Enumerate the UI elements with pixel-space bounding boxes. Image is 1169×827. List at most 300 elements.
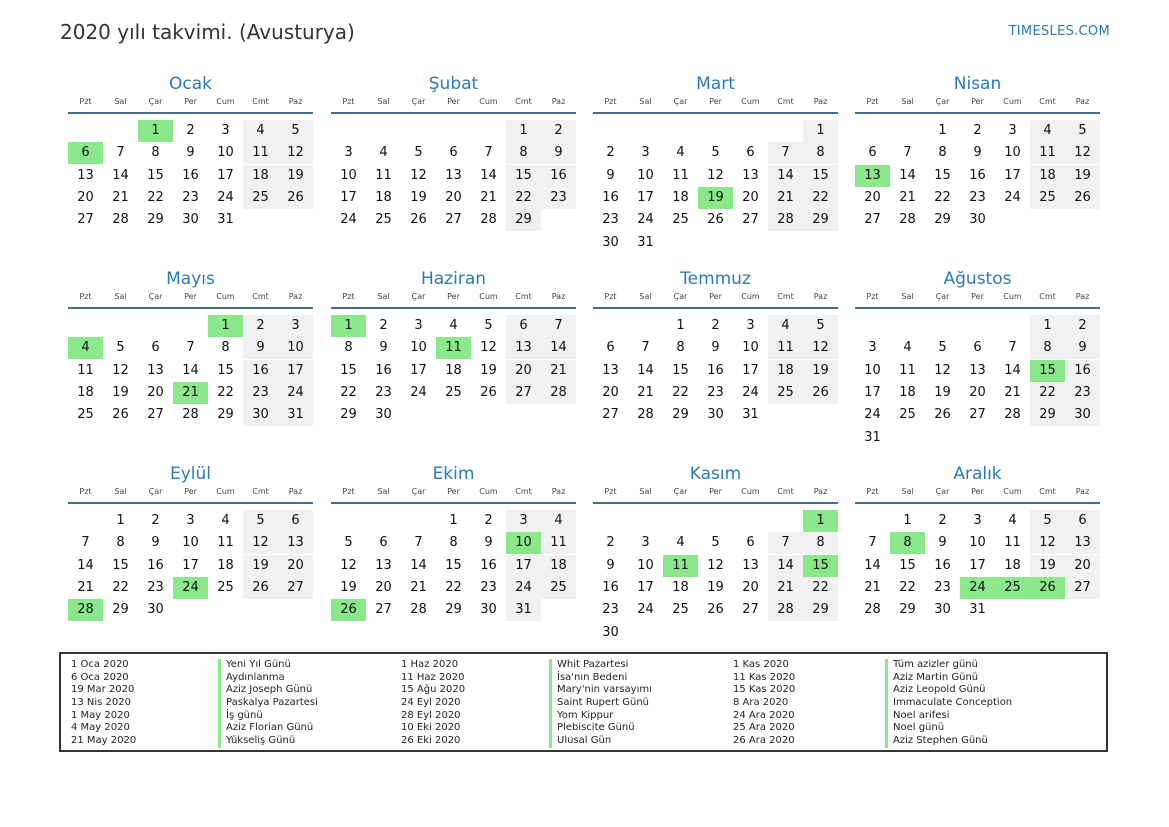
day-cell: 29 <box>672 407 689 423</box>
weekday-label: Çar <box>148 487 163 496</box>
day-cell: 8 <box>116 535 125 551</box>
day-cell: 2 <box>938 513 947 528</box>
weekday-label: Sal <box>901 487 914 496</box>
weekday-label: Sal <box>639 292 652 301</box>
weekday-header <box>68 97 313 109</box>
holiday-name: Saint Rupert Günü <box>549 697 652 710</box>
day-cell: 11 <box>768 337 803 359</box>
day-cell: 24 <box>742 384 759 400</box>
weekday-label: Cmt <box>252 97 269 106</box>
weekday-label: Paz <box>1075 97 1090 106</box>
day-cell: 5 <box>711 145 720 161</box>
day-cell: 2 <box>541 120 576 142</box>
day-cell: 6 <box>606 340 615 356</box>
day-cell: 9 <box>1065 337 1100 359</box>
day-cell: 16 <box>147 557 164 573</box>
day-cell: 11 <box>77 362 94 378</box>
holiday-date: 13 Nis 2020 <box>71 697 131 709</box>
day-cell: 7 <box>641 340 650 356</box>
holiday-date: 15 Kas 2020 <box>733 684 796 696</box>
day-cell: 20 <box>864 189 881 205</box>
weekday-label: Paz <box>1075 487 1090 496</box>
day-cell: 19 <box>243 555 278 577</box>
day-cell: 17 <box>864 384 881 400</box>
day-cell: 10 <box>340 167 357 183</box>
day-cell: 16 <box>969 167 986 183</box>
day-cell: 9 <box>186 145 195 161</box>
weekday-label: Per <box>971 292 984 301</box>
day-cell: 2 <box>151 513 160 528</box>
holiday-day-cell: 10 <box>506 532 541 554</box>
weekday-label: Paz <box>288 487 303 496</box>
holiday-day-cell: 11 <box>663 555 698 577</box>
day-cell: 1 <box>676 318 685 333</box>
weekday-header <box>593 487 838 499</box>
weekday-label: Çar <box>935 292 950 301</box>
day-cell: 6 <box>151 340 160 356</box>
day-cell: 15 <box>934 167 951 183</box>
weekday-label: Sal <box>901 292 914 301</box>
day-cell: 19 <box>707 579 724 595</box>
day-cell: 3 <box>221 123 230 138</box>
day-cell: 25 <box>672 212 689 228</box>
day-cell: 14 <box>77 557 94 573</box>
day-cell: 16 <box>480 557 497 573</box>
day-cell: 8 <box>506 142 541 164</box>
header-divider <box>68 307 313 309</box>
day-cell: 27 <box>506 382 541 404</box>
day-cell: 1 <box>903 513 912 528</box>
day-cell: 11 <box>899 362 916 378</box>
day-cell: 4 <box>1030 120 1065 142</box>
day-cell: 26 <box>1065 187 1100 209</box>
day-cell: 31 <box>637 234 654 250</box>
day-cell: 6 <box>868 145 877 161</box>
day-cell: 3 <box>641 535 650 551</box>
weekday-label: Cmt <box>777 292 794 301</box>
day-cell: 27 <box>969 407 986 423</box>
holiday-date-column <box>71 659 136 748</box>
day-cell: 23 <box>602 212 619 228</box>
day-cell: 12 <box>410 167 427 183</box>
day-cell: 22 <box>803 577 838 599</box>
day-cell: 5 <box>344 535 353 551</box>
day-cell: 24 <box>637 602 654 618</box>
day-cell: 4 <box>541 510 576 532</box>
holiday-date: 15 Ağu 2020 <box>401 684 466 696</box>
weekday-header <box>855 97 1100 109</box>
holiday-day-cell: 1 <box>138 120 173 142</box>
weekday-label: Per <box>184 487 197 496</box>
day-cell: 25 <box>541 577 576 599</box>
weekday-label: Sal <box>377 97 390 106</box>
day-cell: 15 <box>112 557 129 573</box>
day-cell: 1 <box>938 123 947 138</box>
day-cell: 2 <box>484 513 493 528</box>
day-cell: 15 <box>445 557 462 573</box>
day-cell: 6 <box>1065 510 1100 532</box>
day-cell: 25 <box>217 579 234 595</box>
day-cell: 22 <box>934 189 951 205</box>
header-divider <box>855 502 1100 504</box>
day-cell: 6 <box>746 145 755 161</box>
day-cell: 31 <box>969 602 986 618</box>
day-cell: 23 <box>602 602 619 618</box>
weekday-header <box>855 292 1100 304</box>
day-cell: 18 <box>1030 165 1065 187</box>
month-name: Haziran <box>420 269 487 289</box>
day-cell: 8 <box>344 340 353 356</box>
day-cell: 7 <box>868 535 877 551</box>
holiday-name-column <box>885 659 1012 748</box>
day-cell: 21 <box>1004 384 1021 400</box>
holiday-date: 24 Ara 2020 <box>733 709 795 721</box>
month-name: Nisan <box>953 74 1002 94</box>
weekday-label: Pzt <box>79 487 92 496</box>
day-cell: 1 <box>1030 315 1065 337</box>
day-cell: 13 <box>602 362 619 378</box>
day-cell: 6 <box>379 535 388 551</box>
holiday-name: Noel arifesi <box>885 710 1012 723</box>
day-cell: 29 <box>803 209 838 231</box>
day-cell: 23 <box>707 384 724 400</box>
holiday-day-cell: 26 <box>331 599 366 621</box>
day-cell: 22 <box>672 384 689 400</box>
holiday-date: 28 Eyl 2020 <box>401 709 461 721</box>
day-cell: 29 <box>147 212 164 228</box>
weekday-header <box>855 487 1100 499</box>
weekday-label: Paz <box>813 97 828 106</box>
day-cell: 14 <box>637 362 654 378</box>
weekday-label: Pzt <box>604 487 617 496</box>
day-cell: 10 <box>864 362 881 378</box>
holiday-day-cell: 11 <box>436 337 471 359</box>
weekday-label: Paz <box>813 292 828 301</box>
day-cell: 26 <box>112 407 129 423</box>
holiday-date: 1 Haz 2020 <box>401 659 459 670</box>
day-cell: 8 <box>803 142 838 164</box>
weekday-label: Pzt <box>79 97 92 106</box>
day-cell: 15 <box>803 165 838 187</box>
weekday-label: Pzt <box>604 292 617 301</box>
day-cell: 11 <box>217 535 234 551</box>
day-cell: 19 <box>934 384 951 400</box>
day-cell: 23 <box>934 579 951 595</box>
day-cell: 27 <box>147 407 164 423</box>
weekday-label: Cmt <box>515 487 532 496</box>
holiday-day-cell: 15 <box>803 555 838 577</box>
header-divider <box>331 307 576 309</box>
holiday-name: Aziz Stephen Günü <box>885 735 1012 748</box>
weekday-label: Sal <box>377 487 390 496</box>
weekday-header <box>331 292 576 304</box>
holiday-day-cell: 1 <box>803 510 838 532</box>
weekday-label: Sal <box>114 487 127 496</box>
day-cell: 17 <box>637 579 654 595</box>
day-cell: 23 <box>182 189 199 205</box>
day-cell: 9 <box>973 145 982 161</box>
weekday-label: Cmt <box>777 97 794 106</box>
day-cell: 8 <box>1030 337 1065 359</box>
day-cell: 29 <box>899 602 916 618</box>
day-cell: 17 <box>742 362 759 378</box>
weekday-label: Sal <box>114 292 127 301</box>
weekday-label: Çar <box>411 487 426 496</box>
weekday-label: Cmt <box>252 292 269 301</box>
header-divider <box>68 502 313 504</box>
month-name: Şubat <box>428 74 479 94</box>
day-cell: 22 <box>112 579 129 595</box>
holiday-date-column <box>401 659 465 748</box>
weekday-label: Cum <box>1003 292 1022 301</box>
day-cell: 8 <box>803 532 838 554</box>
day-cell: 23 <box>480 579 497 595</box>
day-cell: 20 <box>445 189 462 205</box>
day-cell: 16 <box>182 167 199 183</box>
weekday-label: Cmt <box>1039 97 1056 106</box>
day-cell: 10 <box>182 535 199 551</box>
weekday-label: Cum <box>479 292 498 301</box>
day-cell: 12 <box>1065 142 1100 164</box>
day-cell: 25 <box>375 212 392 228</box>
holiday-name: İsa'nın Bedeni <box>549 672 652 685</box>
day-cell: 16 <box>602 189 619 205</box>
weekday-label: Pzt <box>604 97 617 106</box>
weekday-label: Pzt <box>342 487 355 496</box>
holiday-date-column <box>733 659 795 748</box>
day-cell: 21 <box>768 187 803 209</box>
day-cell: 30 <box>602 624 619 640</box>
day-cell: 21 <box>637 384 654 400</box>
day-cell: 14 <box>864 557 881 573</box>
weekday-label: Cum <box>479 97 498 106</box>
day-cell: 7 <box>541 315 576 337</box>
day-cell: 3 <box>344 145 353 161</box>
weekday-label: Pzt <box>866 487 879 496</box>
day-cell: 30 <box>243 404 278 426</box>
day-cell: 5 <box>484 318 493 333</box>
day-cell: 22 <box>506 187 541 209</box>
holiday-day-cell: 19 <box>698 187 733 209</box>
weekday-label: Paz <box>551 292 566 301</box>
day-cell: 4 <box>449 318 458 333</box>
day-cell: 21 <box>112 189 129 205</box>
day-cell: 26 <box>803 382 838 404</box>
day-cell: 7 <box>768 142 803 164</box>
day-cell: 3 <box>1008 123 1017 138</box>
day-cell: 16 <box>934 557 951 573</box>
day-cell: 9 <box>379 340 388 356</box>
day-cell: 28 <box>541 382 576 404</box>
day-cell: 14 <box>480 167 497 183</box>
day-cell: 10 <box>1004 145 1021 161</box>
day-cell: 2 <box>973 123 982 138</box>
day-cell: 23 <box>243 382 278 404</box>
day-cell: 2 <box>606 145 615 161</box>
day-cell: 12 <box>480 340 497 356</box>
day-cell: 28 <box>182 407 199 423</box>
day-cell: 24 <box>217 189 234 205</box>
day-cell: 26 <box>243 577 278 599</box>
weekday-label: Çar <box>935 487 950 496</box>
day-cell: 5 <box>116 340 125 356</box>
weekday-label: Cum <box>216 487 235 496</box>
holiday-day-cell: 6 <box>68 142 103 164</box>
weekday-label: Paz <box>551 487 566 496</box>
day-cell: 27 <box>77 212 94 228</box>
day-cell: 15 <box>899 557 916 573</box>
day-cell: 14 <box>541 337 576 359</box>
holiday-name: Plebiscite Günü <box>549 722 652 735</box>
holiday-date: 1 Oca 2020 <box>71 659 129 670</box>
holiday-name: Yeni Yıl Günü <box>218 659 318 672</box>
day-cell: 14 <box>410 557 427 573</box>
day-cell: 27 <box>1065 577 1100 599</box>
day-cell: 21 <box>541 360 576 382</box>
day-cell: 17 <box>969 557 986 573</box>
holiday-name: Yükseliş Günü <box>218 735 318 748</box>
day-cell: 30 <box>182 212 199 228</box>
day-cell: 14 <box>182 362 199 378</box>
holiday-day-cell: 24 <box>173 577 208 599</box>
day-cell: 25 <box>243 187 278 209</box>
holiday-day-cell: 26 <box>1030 577 1065 599</box>
weekday-label: Per <box>971 97 984 106</box>
day-cell: 12 <box>707 557 724 573</box>
holiday-name: Immaculate Conception <box>885 697 1012 710</box>
day-cell: 25 <box>445 384 462 400</box>
day-cell: 7 <box>768 532 803 554</box>
day-cell: 20 <box>1065 555 1100 577</box>
weekday-label: Pzt <box>79 292 92 301</box>
day-cell: 18 <box>672 579 689 595</box>
day-cell: 21 <box>864 579 881 595</box>
day-cell: 23 <box>375 384 392 400</box>
day-cell: 4 <box>243 120 278 142</box>
header-divider <box>593 502 838 504</box>
day-cell: 27 <box>864 212 881 228</box>
day-cell: 22 <box>1030 382 1065 404</box>
day-cell: 31 <box>864 429 881 445</box>
weekday-label: Cum <box>741 487 760 496</box>
day-cell: 22 <box>445 579 462 595</box>
day-cell: 26 <box>707 212 724 228</box>
day-cell: 9 <box>606 557 615 573</box>
day-cell: 14 <box>112 167 129 183</box>
holiday-date: 26 Eki 2020 <box>401 735 461 747</box>
day-cell: 8 <box>938 145 947 161</box>
day-cell: 12 <box>803 337 838 359</box>
day-cell: 13 <box>969 362 986 378</box>
day-cell: 13 <box>147 362 164 378</box>
day-cell: 25 <box>1030 187 1065 209</box>
day-cell: 27 <box>278 577 313 599</box>
day-cell: 28 <box>768 599 803 621</box>
day-cell: 28 <box>480 212 497 228</box>
day-cell: 5 <box>243 510 278 532</box>
day-cell: 2 <box>243 315 278 337</box>
site-link[interactable]: TIMESLES.COM <box>1008 24 1110 39</box>
day-cell: 11 <box>1004 535 1021 551</box>
day-cell: 28 <box>864 602 881 618</box>
day-cell: 26 <box>707 602 724 618</box>
day-cell: 19 <box>480 362 497 378</box>
header-divider <box>593 112 838 114</box>
day-cell: 18 <box>541 555 576 577</box>
holiday-name: Aziz Leopold Günü <box>885 684 1012 697</box>
holiday-name: Aziz Martin Günü <box>885 672 1012 685</box>
day-cell: 29 <box>340 407 357 423</box>
weekday-label: Pzt <box>866 97 879 106</box>
day-cell: 29 <box>803 599 838 621</box>
day-cell: 13 <box>77 167 94 183</box>
day-cell: 23 <box>969 189 986 205</box>
holiday-day-cell: 1 <box>331 315 366 337</box>
day-cell: 30 <box>375 407 392 423</box>
day-cell: 1 <box>449 513 458 528</box>
day-cell: 4 <box>221 513 230 528</box>
weekday-label: Çar <box>935 97 950 106</box>
day-cell: 9 <box>151 535 160 551</box>
weekday-label: Paz <box>288 292 303 301</box>
holiday-date: 6 Oca 2020 <box>71 671 129 683</box>
day-cell: 4 <box>379 145 388 161</box>
day-cell: 24 <box>410 384 427 400</box>
weekday-header <box>593 292 838 304</box>
holiday-date: 24 Eyl 2020 <box>401 697 461 709</box>
day-cell: 21 <box>899 189 916 205</box>
day-cell: 20 <box>742 189 759 205</box>
day-cell: 11 <box>672 167 689 183</box>
weekday-header <box>331 487 576 499</box>
day-cell: 21 <box>480 189 497 205</box>
day-cell: 10 <box>969 535 986 551</box>
weekday-label: Per <box>184 97 197 106</box>
day-cell: 1 <box>803 120 838 142</box>
weekday-header <box>68 487 313 499</box>
day-cell: 8 <box>151 145 160 161</box>
day-cell: 21 <box>77 579 94 595</box>
weekday-label: Cmt <box>515 292 532 301</box>
holiday-date: 26 Ara 2020 <box>733 735 795 747</box>
day-cell: 18 <box>77 384 94 400</box>
day-cell: 6 <box>449 145 458 161</box>
day-cell: 20 <box>506 360 541 382</box>
weekday-label: Cum <box>216 97 235 106</box>
weekday-label: Per <box>709 487 722 496</box>
day-cell: 4 <box>676 535 685 551</box>
day-cell: 17 <box>340 189 357 205</box>
holiday-day-cell: 1 <box>208 315 243 337</box>
day-cell: 26 <box>934 407 951 423</box>
day-cell: 17 <box>1004 167 1021 183</box>
day-cell: 26 <box>278 187 313 209</box>
day-cell: 19 <box>278 165 313 187</box>
day-cell: 25 <box>768 382 803 404</box>
day-cell: 8 <box>449 535 458 551</box>
day-cell: 30 <box>602 234 619 250</box>
day-cell: 28 <box>899 212 916 228</box>
day-cell: 15 <box>147 167 164 183</box>
day-cell: 20 <box>77 189 94 205</box>
day-cell: 14 <box>768 555 803 577</box>
day-cell: 6 <box>973 340 982 356</box>
weekday-header <box>593 97 838 109</box>
day-cell: 3 <box>868 340 877 356</box>
holiday-name-column <box>218 659 318 748</box>
day-cell: 17 <box>217 167 234 183</box>
day-cell: 26 <box>410 212 427 228</box>
